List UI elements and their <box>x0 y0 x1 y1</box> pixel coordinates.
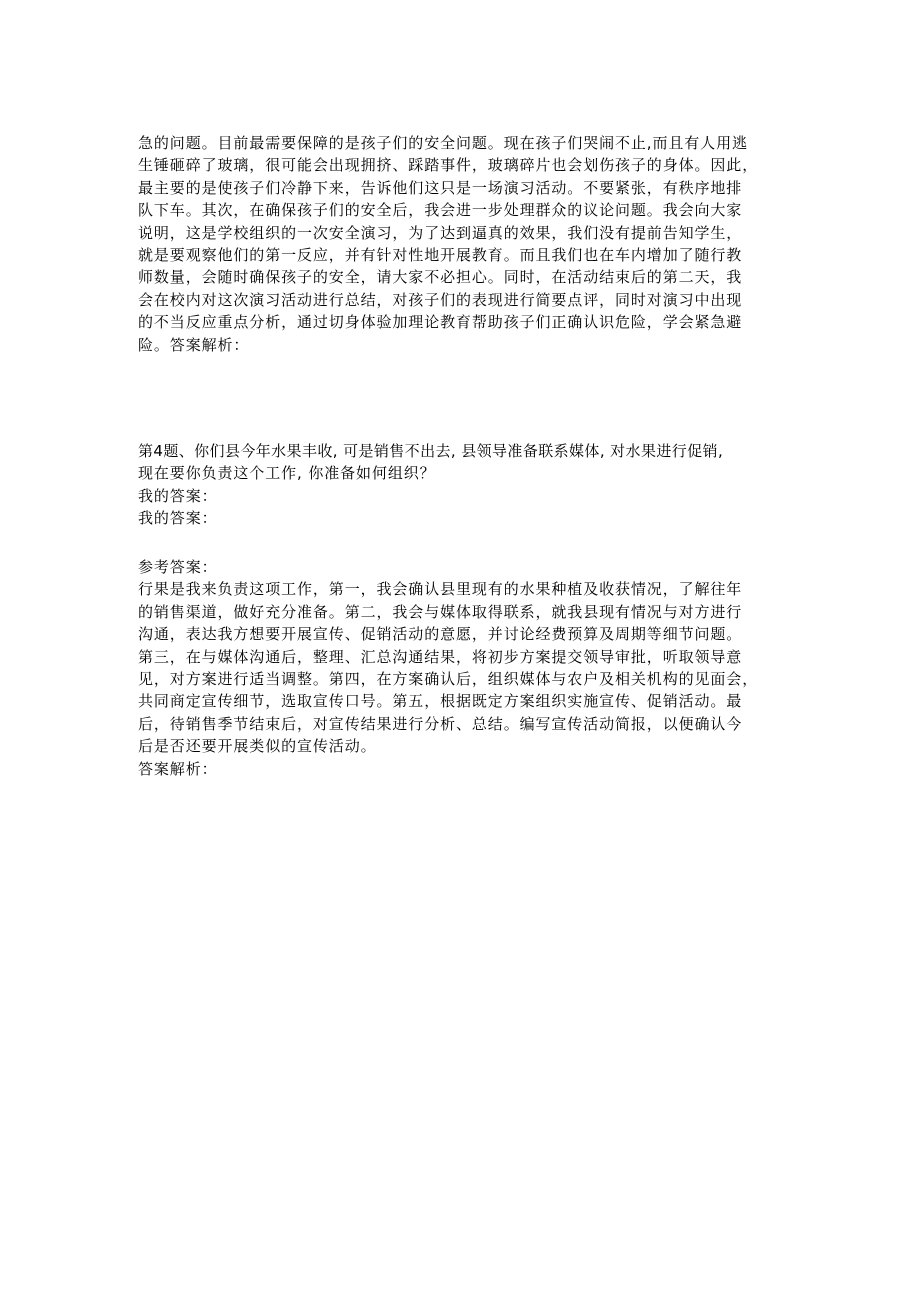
my-answer-label: 我的答案： <box>138 509 218 528</box>
answer-analysis-label: 答案解析： <box>138 759 218 778</box>
text-line: 最主要的是使孩子们冷静下来，告诉他们这只是一场演习活动。不要紧张，有秩序地排 <box>138 178 743 197</box>
question-text-line: 第4题、你们县今年水果丰收, 可是销售不出去, 县领导准备联系媒体, 对水果进行促销, <box>138 442 724 460</box>
text-line: 的销售渠道，做好充分准备。第二，我会与媒体取得联系，就我县现有情况与对方进行 <box>138 602 743 621</box>
text-line: 师数量，会随时确保孩子的安全，请大家不必担心。同时，在活动结束后的第二天，我 <box>138 268 743 287</box>
text-line: 急的问题。目前最需要保障的是孩子们的安全问题。现在孩子们哭闹不止,而且有人用逃 <box>138 134 748 152</box>
question-text-line: 现在要你负责这个工作, 你准备如何组织？ <box>138 464 436 483</box>
text-line: 就是要观察他们的第一反应，并有针对性地开展教育。而且我们也在车内增加了随行教 <box>138 245 743 264</box>
text-line: 行果是我来负责这项工作，第一，我会确认县里现有的水果种植及收获情况，了解往年 <box>138 580 743 599</box>
text-line: 的不当反应重点分析，通过切身体验加理论教育帮助孩子们正确认识危险，学会紧急避 <box>138 313 743 332</box>
text-line: 队下车。其次，在确保孩子们的安全后，我会进一步处理群众的议论问题。我会向大家 <box>138 201 743 220</box>
previous-answer-paragraph <box>138 132 790 356</box>
my-answer-label: 我的答案： <box>138 486 218 505</box>
text-line: 险。答案解析： <box>138 335 250 354</box>
text-line: 后是否还要开展类似的宣传活动。 <box>138 737 377 756</box>
text-line: 沟通，表达我方想要开展宣传、促销活动的意愿，并讨论经费预算及周期等细节问题。 <box>138 625 743 644</box>
text-line: 第三，在与媒体沟通后，整理、汇总沟通结果，将初步方案提交领导审批，听取领导意 <box>138 647 743 666</box>
text-line: 后，待销售季节结束后，对宣传结果进行分析、总结。编写宣传活动简报，以便确认今 <box>138 714 743 733</box>
text-line: 共同商定宣传细节，选取宣传口号。第五，根据既定方案组织实施宣传、促销活动。最 <box>138 692 743 711</box>
text-line: 生锤砸碎了玻璃，很可能会出现拥挤、踩踏事件，玻璃碎片也会划伤孩子的身体。因此， <box>138 156 759 175</box>
reference-answer <box>138 556 790 780</box>
text-line: 见，对方案进行适当调整。第四，在方案确认后，组织媒体与农户及相关机构的见面会， <box>138 669 759 688</box>
reference-answer-heading: 参考答案： <box>138 558 218 576</box>
text-line: 说明，这是学校组织的一次安全演习，为了达到逼真的效果，我们没有提前告知学生， <box>138 223 743 242</box>
question-4 <box>138 440 790 530</box>
text-line: 会在校内对这次演习活动进行总结，对孩子们的表现进行简要点评，同时对演习中出现 <box>138 290 743 309</box>
